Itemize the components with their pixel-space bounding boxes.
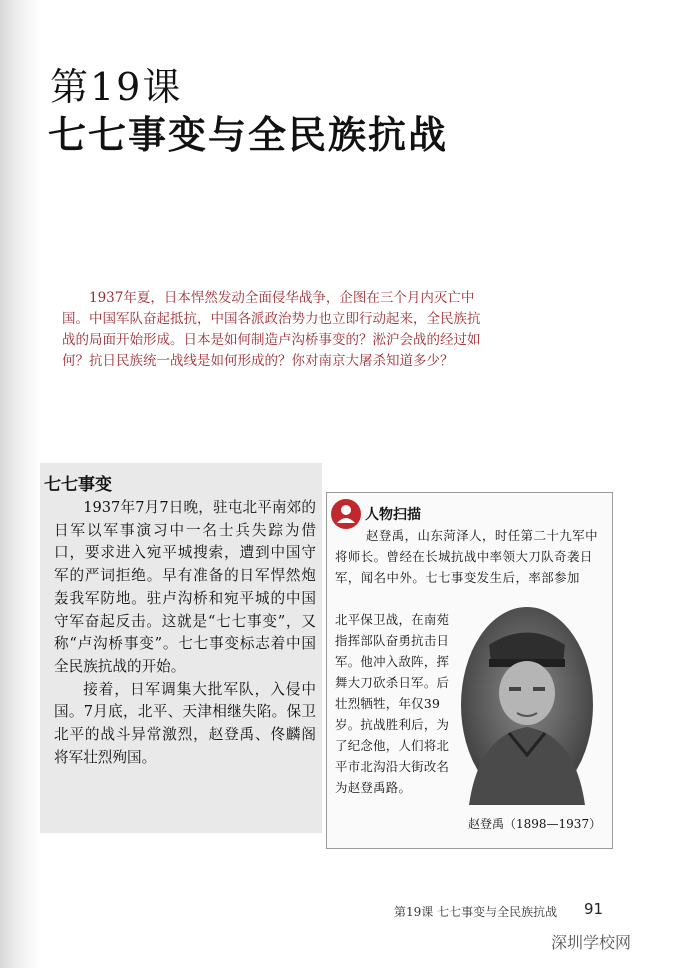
- section-body: [54, 497, 316, 769]
- lesson-title: 七七事变与全民族抗战: [48, 112, 449, 157]
- profile-text-continued: 北平保卫战，在南苑指挥部队奋勇抗击日军。他冲入敌阵，挥舞大刀砍杀日军。后壮烈牺牲，年仅39岁。抗战胜利后，为了纪念他，人们将北平市北沟沿大街改名为赵登禹路。: [335, 612, 450, 795]
- lesson-number: 第19课: [50, 65, 183, 109]
- portrait-photo: [459, 605, 595, 805]
- page-binding-edge: [0, 0, 40, 968]
- section-heading: 七七事变: [44, 475, 112, 495]
- portrait-caption: 赵登禹（1898—1937）: [468, 817, 602, 831]
- profile-text: 赵登禹，山东菏泽人，时任第二十九军中将师长。曾经在长城抗战中率领大刀队奇袭日军，闻名中外。七七事变发生后，率部参加: [335, 528, 599, 585]
- body-paragraph: 接着，日军调集大批军队，入侵中国。7月底，北平、天津相继失陷。保卫北平的战斗异常激烈，赵登禹、佟麟阁将军壮烈殉国。: [54, 680, 316, 766]
- body-paragraph: 1937年7月7日晚，驻屯北平南郊的日军以军事演习中一名士兵失踪为借口，要求进入宛平城搜索，遭到中国守军的严词拒绝。早有准备的日军悍然炮轰我军防地。驻卢沟桥和宛平城的中国守军奋起反击。这就是“七七事变”，又称“卢沟桥事变”。七七事变标志着中国全民族抗战的开始。: [54, 499, 316, 675]
- intro-paragraph: 1937年夏，日本悍然发动全面侵华战争，企图在三个月内灭亡中国。中国军队奋起抵抗，中国各派政治势力也立即行动起来，全民族抗战的局面开始形成。日本是如何制造卢沟桥事变的？淞沪会战的经过如何？抗日民族统一战线是如何形成的？你对南京大屠杀知道多少？: [62, 290, 481, 369]
- profile-label: 人物扫描: [365, 507, 421, 523]
- running-footer: 第19课 七七事变与全民族抗战: [394, 905, 558, 919]
- watermark: 深圳学校网: [551, 933, 632, 952]
- page-number: 91: [584, 900, 604, 918]
